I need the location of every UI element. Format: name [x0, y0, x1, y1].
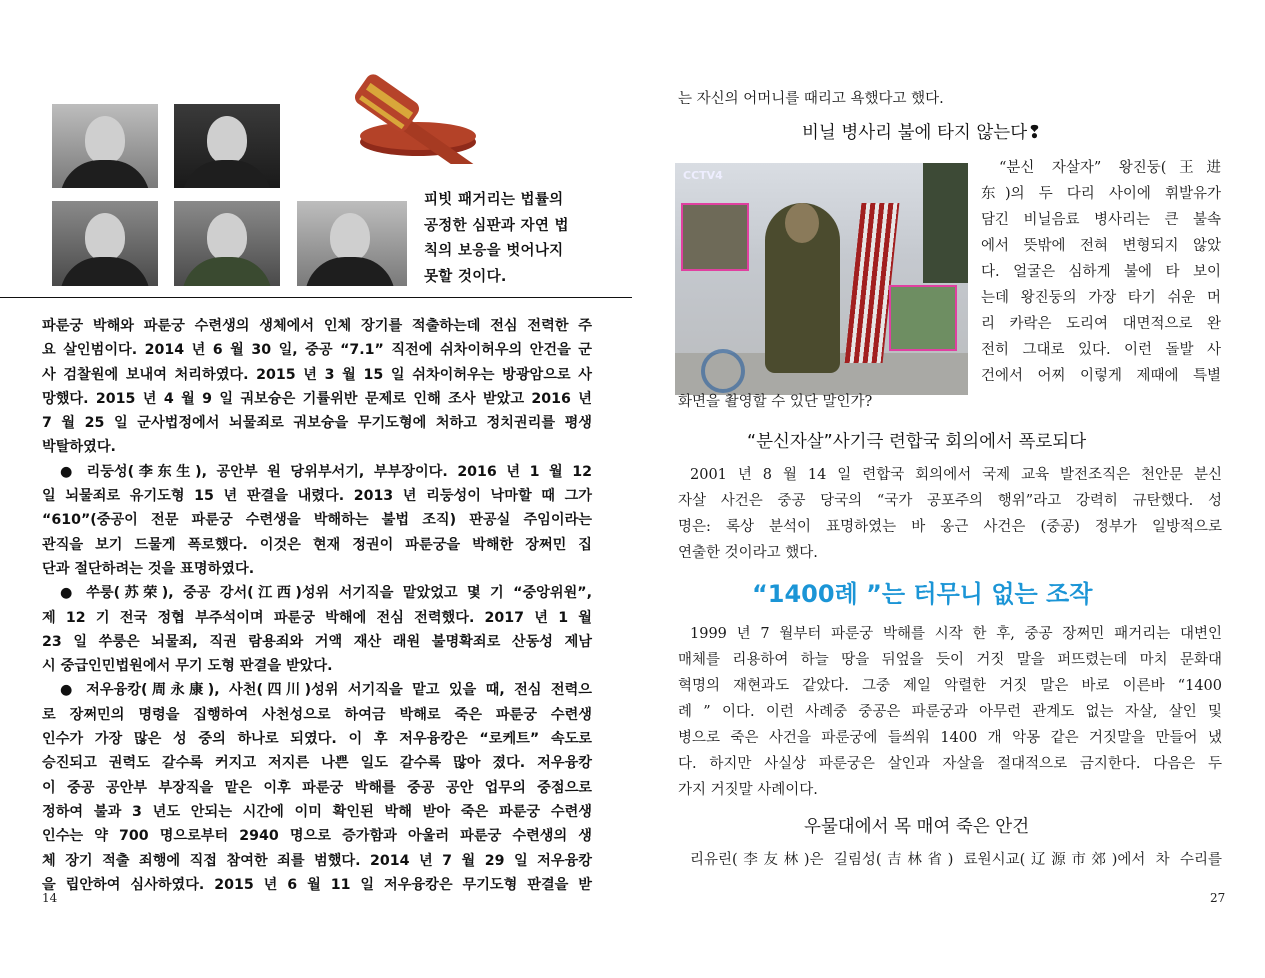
text-line: 체 장기 적출 죄행에 직접 참여한 죄를 범했다. 2014 년 7 월 29 일 저우융캉	[42, 852, 592, 869]
text-line: 7 월 25 일 군사법정에서 뇌물죄로 궈보슝을 무기도형에 처하고 정치권리를 평생	[42, 415, 592, 432]
text-line: 가지 거짓말 사례이다.	[678, 782, 818, 798]
official-photo-4	[174, 201, 280, 286]
text-line: 매체를 리용하여 하늘 땅을 뒤엎을 듯이 거짓 말을 퍼뜨렸는데 마치 문화대	[678, 652, 1222, 668]
text-line: 연출한 것이라고 했다.	[678, 545, 818, 561]
official-photo-5	[297, 201, 407, 286]
text-line: 사 검찰원에 보내여 처리하였다. 2015 년 3 월 15 일 쉬차이허우는 방광암으로 사	[42, 366, 592, 383]
official-photo-2	[174, 104, 280, 188]
text-line: 승진되고 권력도 갈수록 커지고 저지른 나쁜 일도 갈수록 많아 졌다. 저우융캉	[42, 755, 592, 772]
text-line: 리유린(李友林)은 길림성(吉林省) 료원시교(辽源市郊)에서 차 수리를	[690, 852, 1222, 868]
text-line: ● 리둥성(李东生), 공안부 원 당위부서기, 부부장이다. 2016 년 1 월 12	[60, 463, 592, 480]
text-line: 리 카락은 도리여 대면적으로 완	[981, 316, 1221, 332]
text-line: 례 ” 이다. 이런 사례중 중공은 파룬궁과 아무런 관계도 없는 자살, 살인 및	[678, 704, 1222, 720]
text-line: 에서 뜻밖에 전혀 변형되지 않았	[981, 238, 1221, 254]
divider-line	[0, 297, 632, 298]
text-line: ● 쑤룽(苏荣), 중공 강서(江西)성위 서기직을 맡았었고 몇 기 “중앙위원”,	[60, 585, 592, 602]
text-line: 병으로 죽은 사건을 파룬궁에 들씌워 1400 개 악몽 같은 거짓말을 만들어 냈	[678, 730, 1222, 746]
text-line: 을 립안하여 심사하였다. 2015 년 6 월 11 일 저우융캉은 무기도형 판결을 받	[42, 876, 592, 893]
highlight-title: “1400례 ”는 터무니 없는 조작	[752, 580, 1093, 608]
text-line: 정하여 불과 3 년도 안되는 시간에 이미 확인된 박해 받아 죽은 파룬궁 수련생	[42, 803, 592, 820]
caption-line: 칙의 보응을 벗어나지	[424, 243, 564, 259]
text-line: 2001 년 8 월 14 일 련합국 회의에서 국제 교육 발전조직은 천안문 분신	[690, 467, 1222, 483]
text-line: 혁명의 재현과도 같았다. 그중 제일 악렬한 거짓 말은 바로 이른바 “1400	[678, 678, 1222, 694]
text-line: 일 뇌물죄로 유기도형 15 년 판결을 내렸다. 2013 년 리둥성이 낙마할 때 그가	[42, 488, 592, 505]
text-line: 로 장쩌민의 명령을 집행하여 사천성으로 하여금 박해로 죽은 파룬궁 수련생	[42, 706, 592, 723]
text-line: 관직을 보기 드물게 폭로했다. 이것은 현재 정권이 파룬궁을 박해한 장쩌민 집	[42, 536, 592, 553]
text-line: 요 살인범이다. 2014 년 6 월 30 일, 중공 “7.1” 직전에 쉬차이허우의 안건을 군	[42, 342, 592, 359]
continued-line: 는 자신의 어머니를 때리고 욕했다고 했다.	[678, 91, 944, 107]
tv-logo: CCTV4	[683, 169, 723, 182]
text-line: 제 12 기 전국 정협 부주석이며 파룬궁 박해에 전심 전력했다. 2017 년 1 월	[42, 609, 592, 626]
text-line: 1999 년 7 월부터 파룬궁 박해를 시작 한 후, 중공 장쩌민 패거리는 대변인	[690, 626, 1222, 642]
text-line: ● 저우융캉(周永康), 사천(四川)성위 서기직을 맡고 있을 때, 전심 전력으	[60, 682, 592, 699]
text-line: 망했다. 2015 년 4 월 9 일 궈보슝은 기률위반 문제로 인해 조사 받았고 2016 년	[42, 390, 592, 407]
page-number: 27	[1210, 891, 1226, 905]
caption-line: 공정한 심판과 자연 법	[424, 217, 569, 234]
text-line: 인수는 약 700 명으로부터 2940 명으로 증가함과 아울러 파룬궁 수련생의 생	[42, 828, 592, 845]
gavel-image	[352, 64, 497, 164]
well-paragraph	[690, 847, 1222, 873]
text-line: 다. 얼굴은 심하게 불에 타 보이	[981, 264, 1221, 280]
text-line: 는데 왕진둥의 가장 타기 쉬운 머	[981, 290, 1221, 306]
section-heading: 우물대에서 목 매여 죽은 안건	[804, 817, 1030, 837]
text-line: 이 중공 공안부 부장직을 맡은 이후 파룬궁 박해를 중공 공안 업무의 중점으로	[42, 779, 592, 796]
text-line: 东)의 두 다리 사이에 휘발유가	[981, 186, 1221, 202]
text-line: 23 일 쑤룽은 뇌물죄, 직권 람용죄와 거액 재산 래원 불명확죄로 산동성 제남	[42, 633, 592, 650]
text-line: 담긴 비닐음료 병사리는 큰 불속	[981, 212, 1221, 228]
caption-line: 피빗 패거리는 법률의	[424, 192, 564, 208]
photo-text-tail: 화면을 촬영할 수 있단 말인가?	[678, 394, 873, 410]
left-body-text	[42, 314, 592, 897]
right-page	[632, 0, 1265, 978]
official-photo-3	[52, 201, 158, 286]
photo-caption	[424, 188, 590, 290]
text-line: “분신 자살자” 왕진둥(王进	[999, 160, 1221, 176]
caption-line: 못할 것이다.	[424, 268, 507, 285]
text-line: “610”(중공이 전문 파룬궁 수련생을 박해하는 불법 조직) 판공실 주임이라는	[42, 512, 592, 529]
text-line: 명은: 록상 분석이 표명하였는 바 옹근 사건은 (중공) 정부가 일방적으로	[678, 519, 1222, 535]
photo-side-text	[981, 155, 1221, 389]
1400-paragraph	[678, 621, 1222, 803]
un-paragraph	[678, 462, 1222, 566]
text-line: 다. 하지만 사실상 파룬궁은 살인과 자살을 절대적으로 금지한다. 다음은 두	[678, 756, 1222, 772]
section-heading: 비닐 병사리 불에 타지 않는다❢	[802, 123, 1042, 143]
text-line: 자살 사건은 중공 당국의 “국가 공포주의 행위”라고 강력히 규탄했다. 성	[678, 493, 1222, 509]
text-line: 전히 그대로 있다. 이런 돌발 사	[981, 342, 1221, 358]
text-line: 박탈하였다.	[42, 439, 116, 456]
text-line: 파룬궁 박해와 파룬궁 수련생의 생체에서 인체 장기를 적출하는데 전심 전력한 주	[42, 318, 592, 334]
left-page	[0, 0, 632, 978]
self-immolation-photo	[675, 163, 968, 395]
text-line: 단과 절단하려는 것을 표명하였다.	[42, 560, 255, 577]
page-number: 14	[42, 891, 58, 905]
text-line: 건에서 어찌 이렇게 제때에 특별	[981, 368, 1221, 384]
official-photo-1	[52, 104, 158, 188]
text-line: 인수가 가장 많은 성 중의 하나로 되였다. 이 후 저우융캉은 “로케트” 속도로	[42, 731, 592, 748]
section-heading: “분신자살”사기극 련합국 회의에서 폭로되다	[747, 432, 1087, 452]
text-line: 시 중급인민법원에서 무기 도형 판결을 받았다.	[42, 658, 333, 675]
